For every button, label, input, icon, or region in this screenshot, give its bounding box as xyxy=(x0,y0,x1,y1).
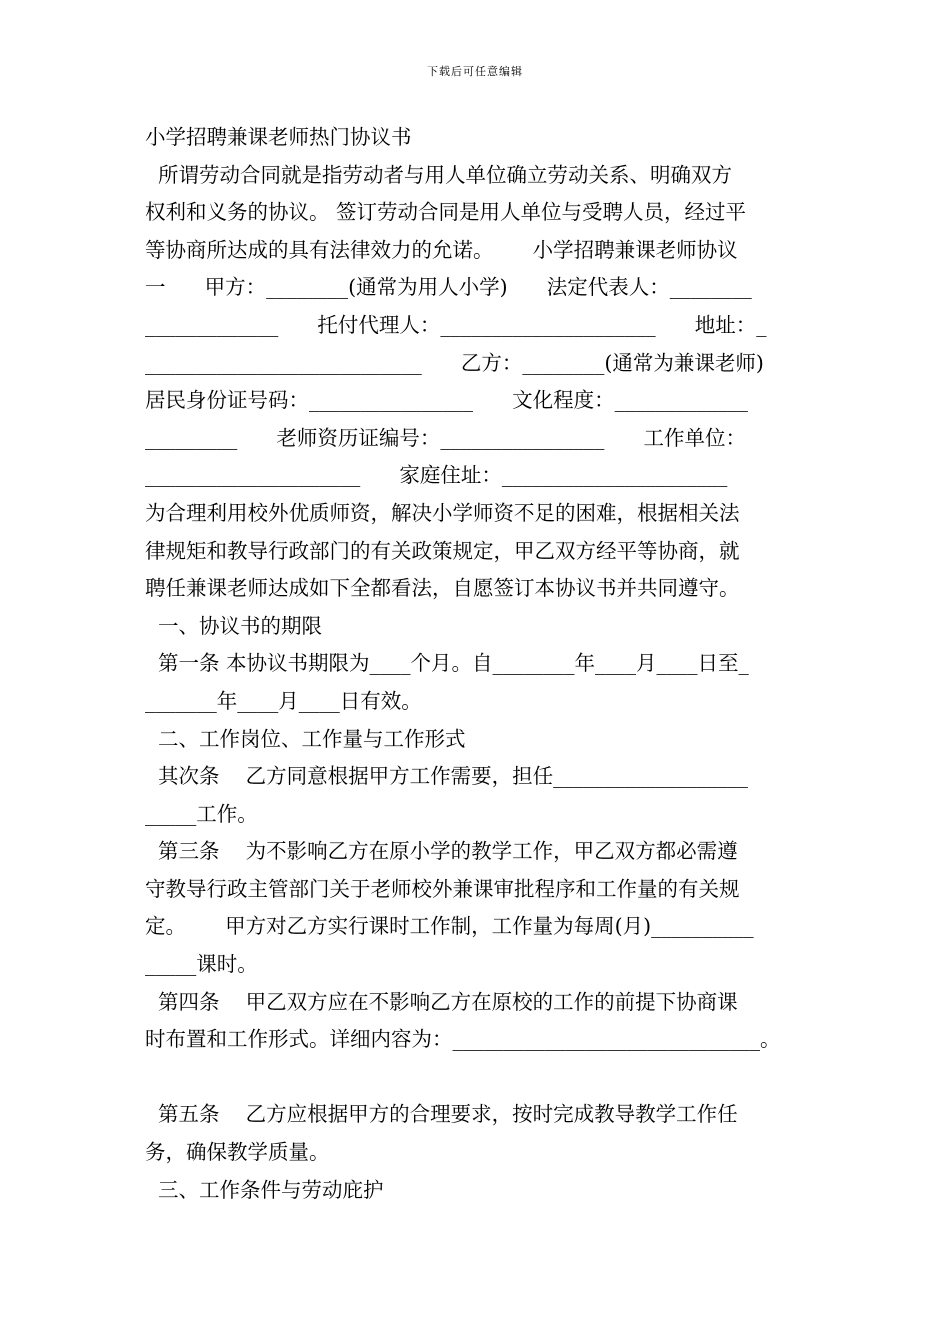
text-line: _________ 老师资历证编号：________________ 工作单位： xyxy=(145,425,746,450)
text-line: ___________________________ 乙方：________(通常为兼课老师) xyxy=(145,350,764,375)
document-body xyxy=(145,119,810,1209)
text-line: 第三条 为不影响乙方在原小学的教学工作，甲乙双方都必需遵 xyxy=(145,839,738,864)
text-line: 为合理利用校外优质师资，解决小学师资不足的困难，根据相关法 xyxy=(145,500,740,525)
text-line: _____________ 托付代理人：_____________________ 地址：_ xyxy=(145,312,767,337)
text-line: 聘任兼课老师达成如下全都看法，自愿签订本协议书并共同遵守。 xyxy=(145,576,740,601)
text-line: _____工作。 xyxy=(145,801,258,826)
text-line: _______年____月____日有效。 xyxy=(145,688,422,713)
text-line: 守教导行政主管部门关于老师校外兼课审批程序和工作量的有关规 xyxy=(145,876,740,901)
section-heading: 二、工作岗位、工作量与工作形式 xyxy=(145,726,466,751)
section-heading: 一、协议书的期限 xyxy=(145,613,323,638)
section-heading: 三、工作条件与劳动庇护 xyxy=(145,1177,384,1202)
text-line: 其次条 乙方同意根据甲方工作需要，担任___________________ xyxy=(145,764,748,789)
text-line: 定。 甲方对乙方实行课时工作制，工作量为每周(月)__________ xyxy=(145,914,754,939)
text-line: 居民身份证号码：________________ 文化程度：_____________ xyxy=(145,388,748,413)
text-line: _____课时。 xyxy=(145,952,258,977)
text-line: 律规矩和教导行政部门的有关政策规定，甲乙双方经平等协商，就 xyxy=(145,538,740,563)
text-line: 务，确保教学质量。 xyxy=(145,1140,330,1165)
page-header-note: 下载后可任意编辑 xyxy=(427,65,523,78)
text-line: 权利和义务的协议。 签订劳动合同是用人单位与受聘人员，经过平 xyxy=(145,200,747,225)
blank-line xyxy=(145,1059,810,1097)
text-line: _____________________ 家庭住址：______________________ xyxy=(145,463,728,488)
text-line: 时布置和工作形式。详细内容为：______________________________。 xyxy=(145,1027,781,1052)
text-line: 等协商所达成的具有法律效力的允诺。 小学招聘兼课老师协议 xyxy=(145,237,738,262)
document-title: 小学招聘兼课老师热门协议书 xyxy=(145,125,412,149)
text-line: 第一条 本协议书期限为____个月。自________年____月____日至_ xyxy=(145,651,749,676)
text-line: 一 甲方：________(通常为用人小学) 法定代表人：________ xyxy=(145,275,752,300)
text-line: 第五条 乙方应根据甲方的合理要求，按时完成教导教学工作任 xyxy=(145,1102,738,1127)
text-line: 第四条 甲乙双方应在不影响乙方在原校的工作的前提下协商课 xyxy=(145,989,738,1014)
text-line: 所谓劳动合同就是指劳动者与用人单位确立劳动关系、明确双方 xyxy=(145,162,733,187)
